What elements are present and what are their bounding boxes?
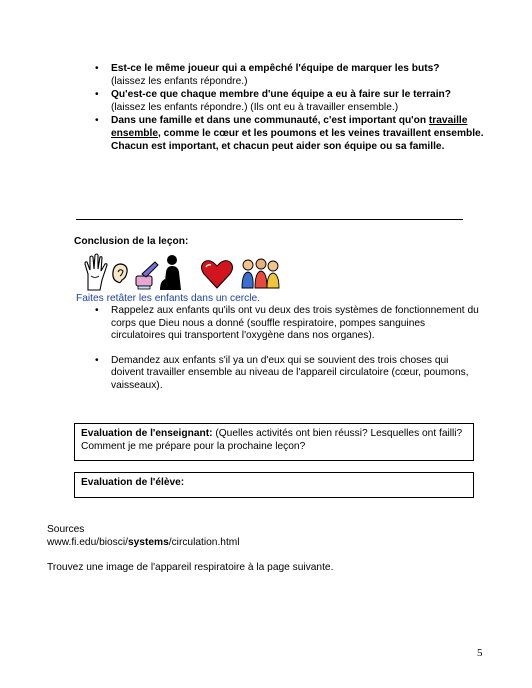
url-suffix: /circulation.html: [168, 537, 240, 548]
question-text: Qu'est-ce que chaque membre d'une équipe a eu à faire sur le terrain?: [111, 89, 452, 101]
student-evaluation-label: Evaluation de l'élève:: [81, 477, 185, 488]
question-text: Est-ce le même joueur qui a empêché l'équipe de marquer les buts?: [111, 63, 440, 74]
student-evaluation-box: [74, 472, 474, 498]
statement-underline: travaille ensemble: [111, 115, 468, 139]
question-list: [95, 63, 495, 154]
bullet-icon: •: [95, 115, 99, 127]
bullet-icon: •: [95, 305, 99, 316]
bullet-icon: •: [95, 89, 99, 101]
page-number: 5: [477, 647, 483, 659]
list-item: [95, 305, 481, 343]
next-page-note: Trouvez une image de l'appareil respiratoire à la page suivante.: [47, 562, 334, 573]
bullet-icon: •: [95, 63, 99, 74]
answer-note: (laissez les enfants répondre.) (Ils ont eu à travailler ensemble.): [111, 101, 399, 113]
list-item: [95, 63, 495, 88]
url-prefix: www.fi.edu/biosci/: [47, 537, 128, 548]
heart-icon: [202, 261, 233, 288]
bullet-icon: •: [95, 354, 99, 366]
section-divider: [76, 219, 463, 220]
children-icon: [242, 259, 279, 288]
conclusion-title: Conclusion de la leçon:: [74, 236, 189, 247]
list-item: [95, 89, 495, 114]
reminder-list: [95, 305, 481, 393]
teacher-evaluation-label: Evaluation de l'enseignant:: [81, 428, 213, 439]
list-item: [95, 355, 481, 393]
list-item: [95, 115, 495, 153]
icon-strip: [82, 252, 282, 292]
ear-icon: [113, 264, 127, 283]
instruction-text: Faites retâter les enfants dans un cercle.: [76, 293, 261, 304]
answer-note: (laissez les enfants répondre.): [111, 75, 248, 87]
source-url[interactable]: [47, 537, 240, 550]
sources-label: Sources: [47, 524, 85, 535]
teacher-evaluation-box: [74, 423, 474, 461]
url-bold-part: systems: [127, 537, 169, 548]
reminder-text: Demandez aux enfants s'il ya un d'eux qui se souvient des trois choses qui doivent travailler ensemble au niveau de l'appareil circulatoire (cœur, poumons, vaisseaux).: [111, 354, 469, 391]
reminder-text: Rappelez aux enfants qu'ils ont vu deux des trois systèmes de fonctionnement du corps que Dieu nous a donné (souffle respiratoire, pompes sanguines circulatoires qui transportent l'oxygène dans nos organes).: [111, 305, 479, 342]
cleaning-icon: [136, 262, 158, 289]
silhouette-icon: [160, 255, 181, 290]
hand-icon: [85, 254, 107, 290]
teacher-evaluation-text: (Quelles activités ont bien réussi? Lesquelles ont failli? Comment je me prépare pour la prochaine leçon?: [81, 428, 463, 452]
statement-post: , comme le cœur et les poumons et les veines travaillent ensemble. Chacun est important, et chacun peut aider son équipe ou sa famille.: [111, 127, 484, 152]
statement-pre: Dans une famille et dans une communauté, c'est important qu'on: [111, 115, 429, 127]
